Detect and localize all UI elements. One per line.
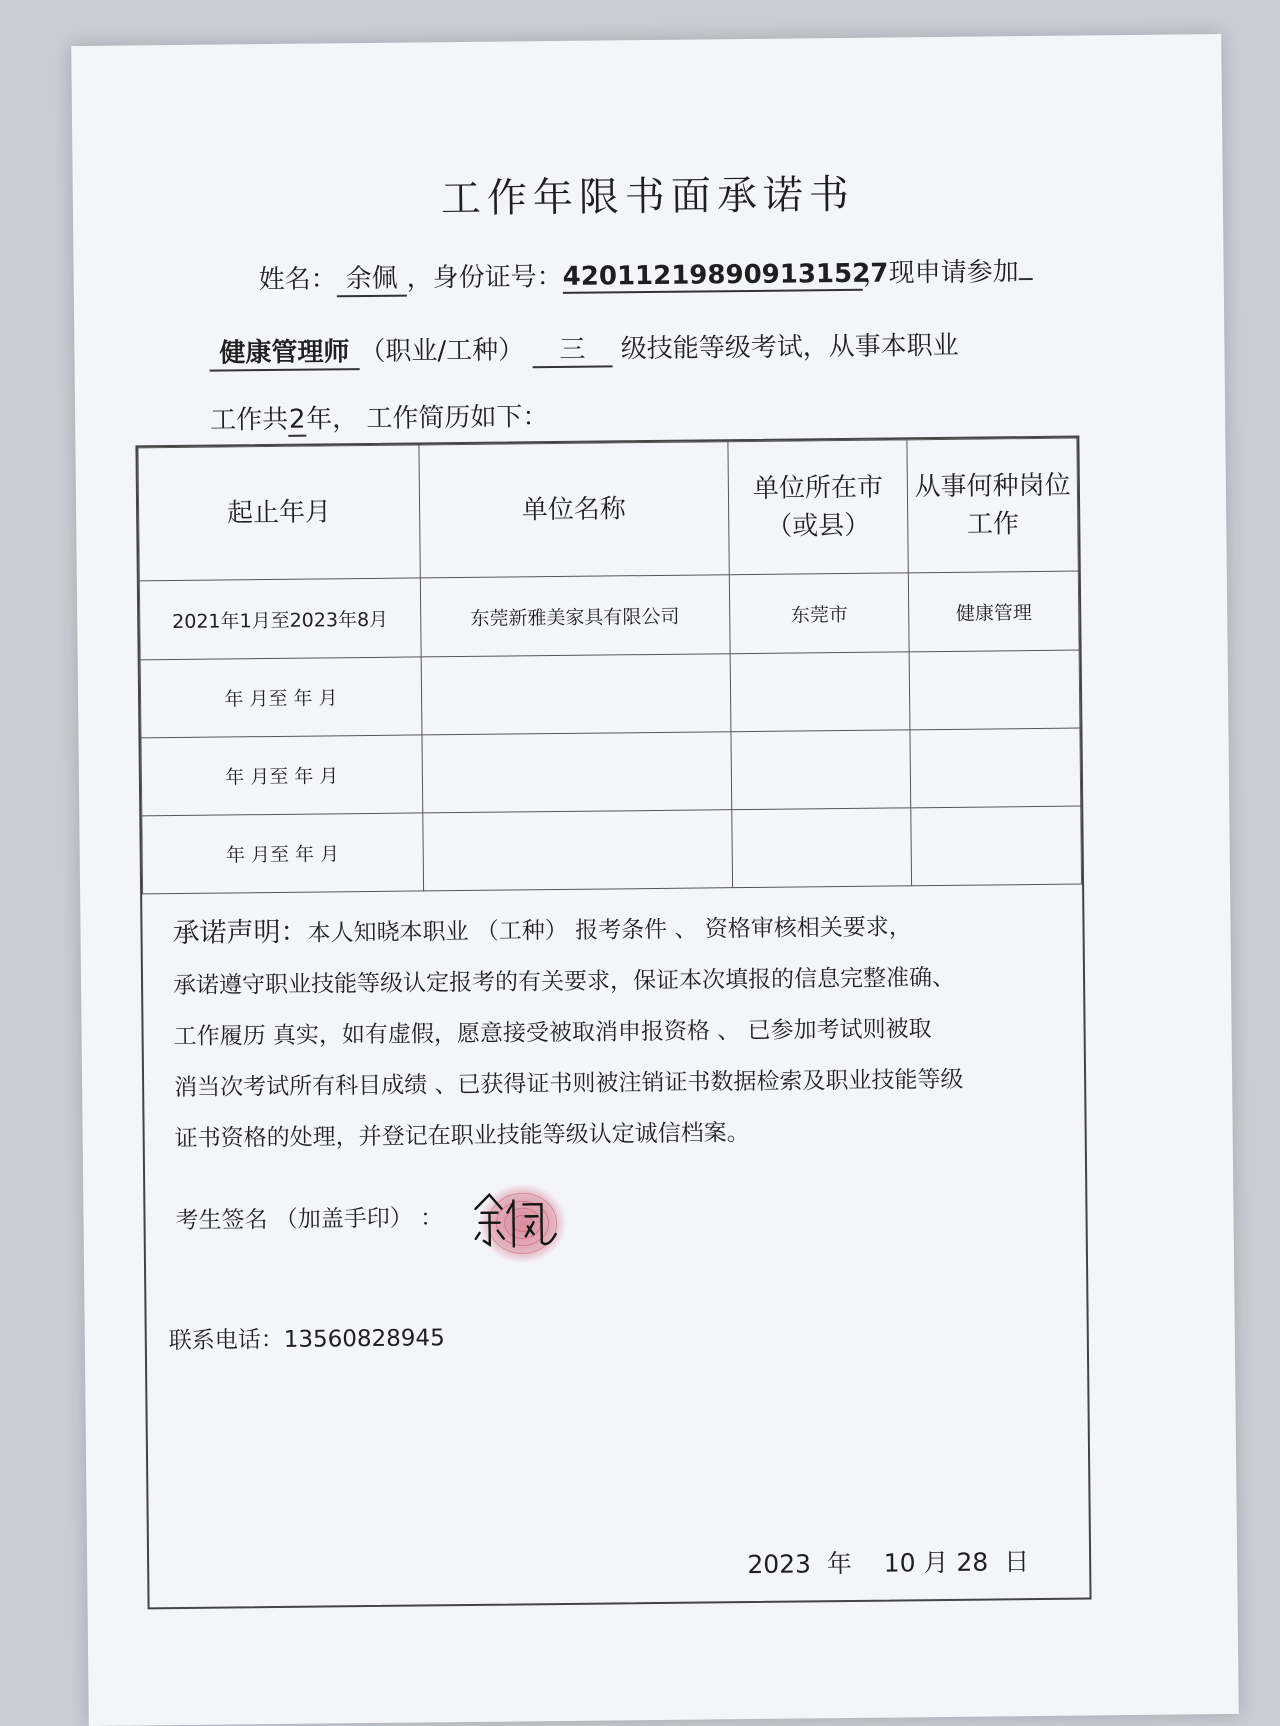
declaration-line-5: 证书资格的处理，并登记在职业技能等级认定诚信档案。 <box>174 1120 750 1153</box>
header-city: 单位所在市（或县） <box>728 440 909 575</box>
header-company: 单位名称 <box>419 442 729 578</box>
row-period: 年 月至 年 月 <box>141 735 423 816</box>
declaration-line-3: 工作履历 真实，如有虚假，愿意接受被取消申报资格 、 已参加考试则被取 <box>173 1016 932 1051</box>
fingerprint-signature-icon <box>467 1178 568 1269</box>
date-year: 2023 <box>747 1549 812 1580</box>
level-value: 三 <box>532 328 612 368</box>
table-row <box>141 728 1081 816</box>
date-month: 10 <box>883 1548 916 1578</box>
level-suffix: 级技能等级考试，从事本职业 <box>620 330 959 365</box>
declaration-line-2: 承诺遵守职业技能等级认定报考的有关要求，保证本次填报的信息完整准确、 <box>172 964 956 1000</box>
date-year-unit: 年 <box>826 1548 853 1579</box>
row-position <box>911 806 1081 886</box>
row-position <box>910 728 1080 808</box>
declaration-line-1: 本人知晓本职业 （工种） 报考条件 、 资格审核相关要求， <box>307 914 912 947</box>
name-label: 姓名： <box>258 264 337 296</box>
occupation-value: 健康管理师 <box>209 331 359 372</box>
row-period: 年 月至 年 月 <box>140 657 422 738</box>
occupation-suffix: （职业/工种） <box>359 335 525 368</box>
table-row <box>140 650 1080 738</box>
apply-text: ，现申请参加 <box>862 257 1019 289</box>
intro-line-3 <box>210 396 549 438</box>
date-month-unit: 月 <box>923 1547 949 1578</box>
table-row <box>142 806 1082 894</box>
id-label: ，身份证号： <box>406 261 563 294</box>
header-position: 从事何种岗位工作 <box>907 438 1078 573</box>
row-company <box>422 732 732 813</box>
signing-date <box>747 1542 1029 1581</box>
row-position: 健康管理 <box>909 571 1079 652</box>
row-position <box>909 650 1079 730</box>
date-day-unit: 日 <box>1003 1547 1030 1577</box>
row-period: 2021年1月至2023年8月 <box>139 578 421 660</box>
row-city <box>731 808 912 888</box>
intro-line-2 <box>209 325 959 372</box>
declaration-text <box>142 885 1085 1166</box>
id-number-value: 420112198909131527 <box>562 258 889 292</box>
years-value: 2 <box>288 405 306 437</box>
row-company <box>423 810 733 891</box>
document-page <box>71 34 1239 1726</box>
name-value: 余佩 <box>336 258 406 298</box>
intro-line-1 <box>258 251 1032 298</box>
header-period: 起止年月 <box>138 445 420 581</box>
date-day: 28 <box>956 1547 989 1577</box>
row-city: 东莞市 <box>729 573 910 654</box>
phone-line <box>169 1319 445 1355</box>
row-period: 年 月至 年 月 <box>142 813 424 894</box>
work-history-table <box>137 438 1082 895</box>
declaration-heading: 承诺声明： <box>172 916 308 950</box>
declaration-line-4: 消当次考试所有科目成绩 、已获得证书则被注销证书数据检索及职业技能等级 <box>174 1066 964 1102</box>
row-city <box>730 652 911 732</box>
phone-label: 联系电话： <box>168 1326 284 1355</box>
phone-number: 13560828945 <box>283 1325 445 1353</box>
commitment-form <box>135 436 1091 1610</box>
table-row <box>139 571 1079 660</box>
row-city <box>731 730 912 810</box>
row-company: 东莞新雅美家具有限公司 <box>420 575 730 657</box>
years-suffix: 年， 工作简历如下： <box>306 402 549 435</box>
row-company <box>421 654 731 735</box>
years-prefix: 工作共 <box>210 404 289 436</box>
document-title: 工作年限书面承诺书 <box>440 171 856 223</box>
signature-label: 考生签名 （加盖手印） ： <box>175 1205 444 1235</box>
